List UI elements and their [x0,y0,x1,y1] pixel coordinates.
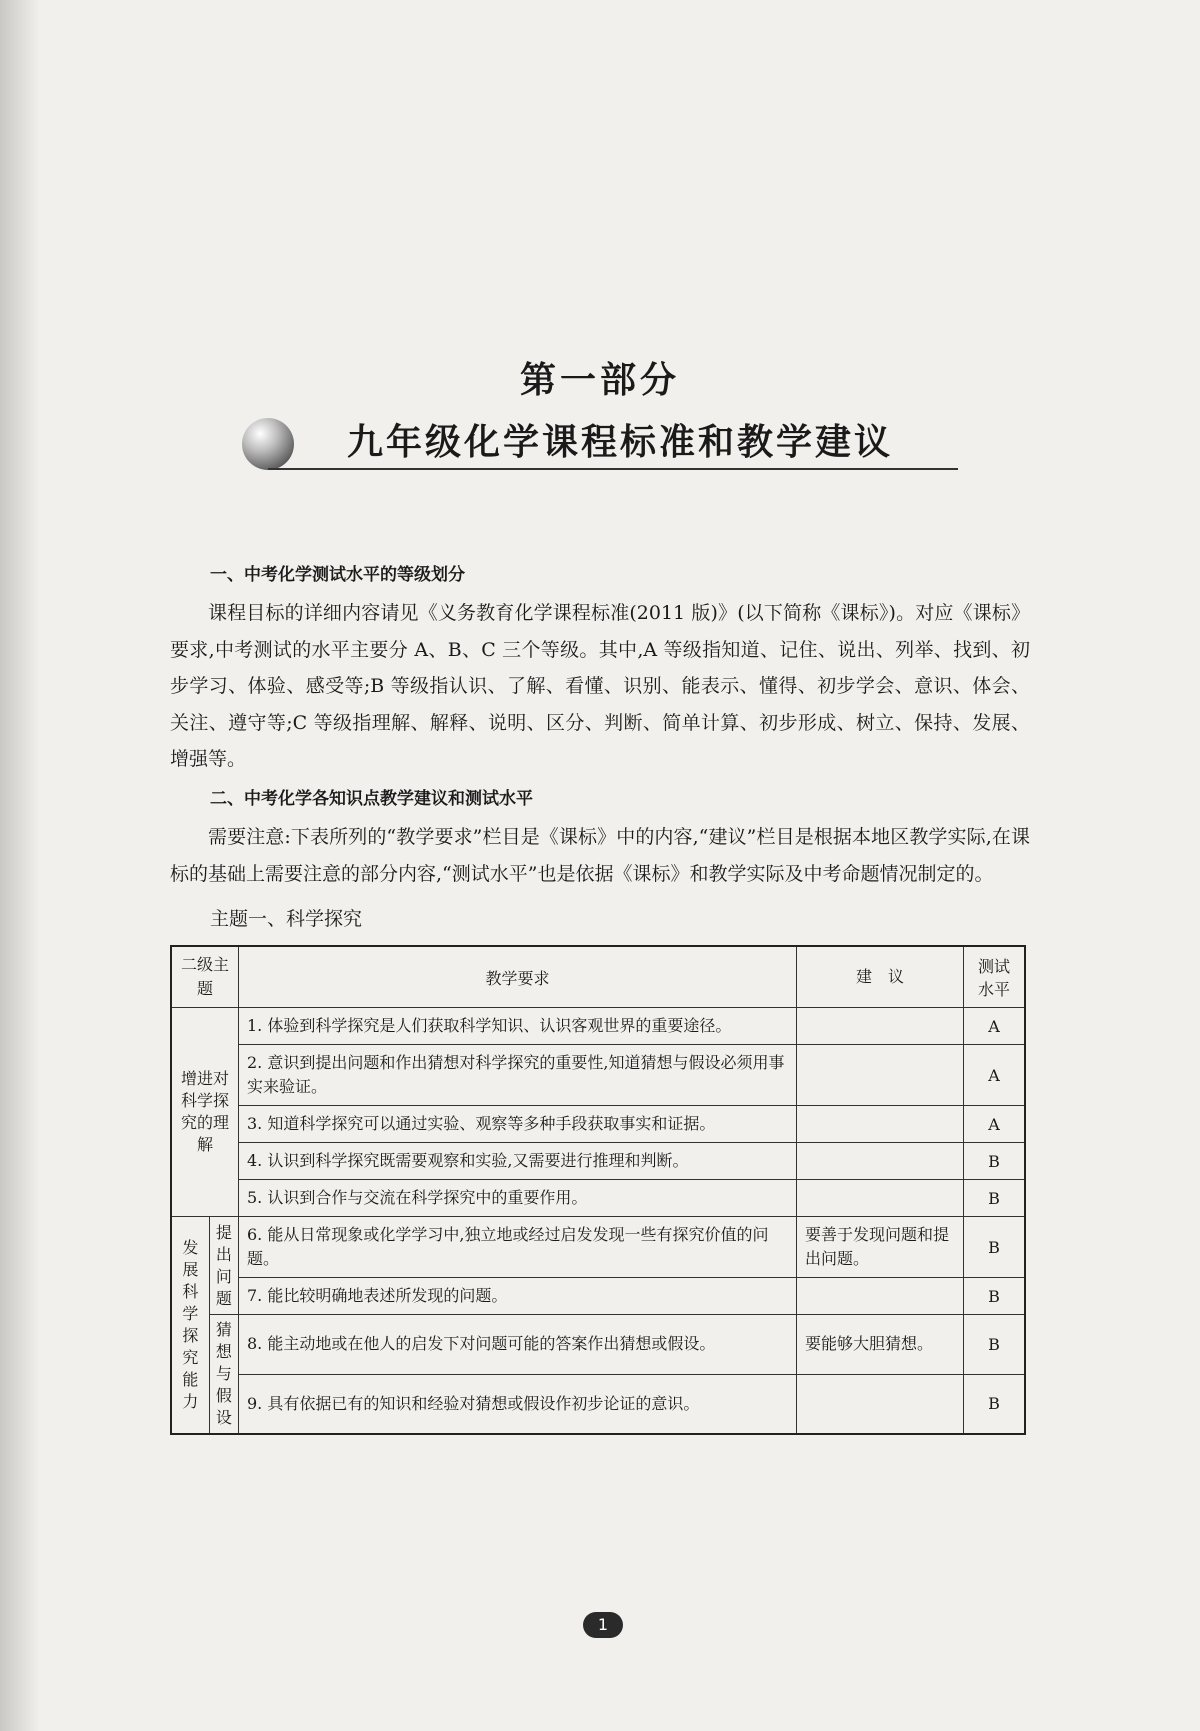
header-advice: 建 议 [797,946,964,1008]
advice-cell [797,1278,964,1315]
header-requirement: 教学要求 [239,946,797,1008]
requirement-cell: 6. 能从日常现象或化学学习中,独立地或经过启发发现一些有探究价值的问题。 [239,1217,797,1278]
section2-paragraph: 需要注意:下表所列的“教学要求”栏目是《课标》中的内容,“建议”栏目是根据本地区教学实际,在课标的基础上需要注意的部分内容,“测试水平”也是依据《课标》和教学实际及中考命题情况制定的。 [170,825,1030,885]
advice-cell [797,1045,964,1106]
table-row [171,1106,1025,1143]
table-header-row [171,946,1025,1008]
section2-heading: 二、中考化学各知识点教学建议和测试水平 [210,788,533,809]
group-understanding: 增进对科学探究的理解 [171,1008,239,1217]
part-title: 第一部分 [519,360,680,401]
level-cell: B [964,1374,1026,1434]
advice-cell [797,1374,964,1434]
level-cell: B [964,1315,1026,1374]
advice-cell: 要善于发现问题和提出问题。 [797,1217,964,1278]
title-underline [268,468,958,470]
level-cell: B [964,1217,1026,1278]
advice-cell [797,1180,964,1217]
page-number: 1 [583,1612,623,1638]
table-row [171,1143,1025,1180]
requirement-cell: 5. 认识到合作与交流在科学探究中的重要作用。 [239,1180,797,1217]
section1-heading: 一、中考化学测试水平的等级划分 [210,565,465,585]
advice-cell: 要能够大胆猜想。 [797,1315,964,1374]
advice-cell [797,1143,964,1180]
table-row [171,1045,1025,1106]
requirement-cell: 7. 能比较明确地表述所发现的问题。 [239,1278,797,1315]
advice-cell [797,1008,964,1045]
level-cell: A [964,1045,1026,1106]
header-level: 测试水平 [964,946,1026,1008]
subject-title: 九年级化学课程标准和教学建议 [346,422,893,463]
table-row [171,1278,1025,1315]
requirement-cell: 8. 能主动地或在他人的启发下对问题可能的答案作出猜想或假设。 [239,1315,797,1374]
table-row [171,1374,1025,1434]
subgroup-questioning: 提出问题 [209,1217,238,1315]
table-row [171,1008,1025,1045]
requirement-cell: 2. 意识到提出问题和作出猜想对科学探究的重要性,知道猜想与假设必须用事实来验证。 [239,1045,797,1106]
group-ability: 发展科学探究能力 [171,1217,209,1435]
level-cell: A [964,1106,1026,1143]
subgroup-hypothesis: 猜想与假设 [209,1315,238,1435]
main-content [170,560,1030,1435]
table-row [171,1217,1025,1278]
section1-paragraph: 课程目标的详细内容请见《义务教育化学课程标准(2011 版)》(以下简称《课标》)。对应《课标》要求,中考测试的水平主要分 A、B、C 三个等级。其中,A 等级指知道、记住、说出、列举、找到、初步学习、体验、感受等;B 等级指认识、了解、看懂、识别、能表示、懂得、初步学会、意识、体会、关注、遵守等;C 等级指理解、解释、说明、区分、判断、简单计算、初步形成、树立、保持、发展、增强等。 [170,602,1030,771]
theme-title: 主题一、科学探究 [210,908,363,931]
requirement-cell: 3. 知道科学探究可以通过实验、观察等多种手段获取事实和证据。 [239,1106,797,1143]
level-cell: B [964,1143,1026,1180]
requirement-cell: 1. 体验到科学探究是人们获取科学知识、认识客观世界的重要途径。 [239,1008,797,1045]
level-cell: B [964,1180,1026,1217]
header-topic: 二级主题 [171,946,239,1008]
requirement-cell: 4. 认识到科学探究既需要观察和实验,又需要进行推理和判断。 [239,1143,797,1180]
table-row [171,1180,1025,1217]
level-cell: A [964,1008,1026,1045]
advice-cell [797,1106,964,1143]
sphere-icon [242,418,294,470]
standards-table [170,945,1026,1435]
level-cell: B [964,1278,1026,1315]
table-row [171,1315,1025,1374]
page-edge-shadow [0,0,40,1731]
requirement-cell: 9. 具有依据已有的知识和经验对猜想或假设作初步论证的意识。 [239,1374,797,1434]
